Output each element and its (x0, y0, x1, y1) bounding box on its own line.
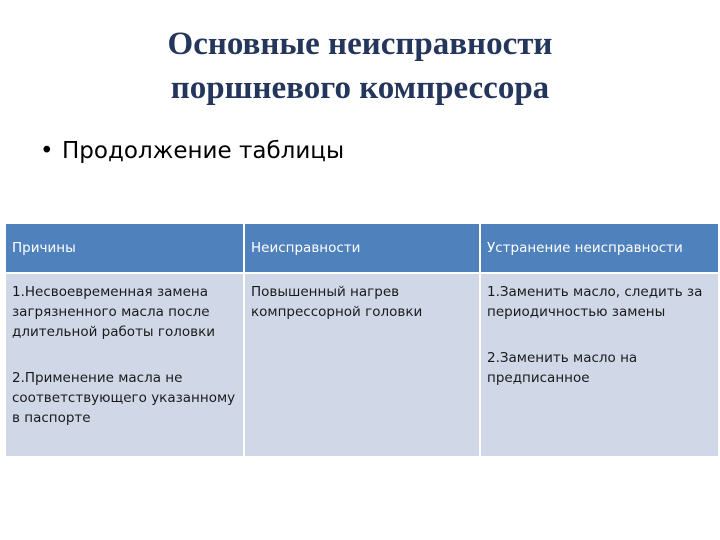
cause-1: 1.Несвоевременная замена загрязненного масла после длительной работы головки (12, 284, 216, 340)
bullet-text: Продолжение таблицы (62, 138, 345, 164)
table-header-row (6, 224, 718, 273)
title-line-2: поршневого компрессора (170, 70, 550, 106)
remedy-2: 2.Заменить масло на предписанное (487, 350, 638, 386)
table (6, 224, 718, 456)
faults-table (6, 224, 718, 456)
header-faults: Неисправности (244, 224, 480, 273)
header-causes: Причины (6, 224, 244, 273)
bullet-item (40, 136, 344, 166)
cell-remedies (480, 273, 718, 456)
table-row (6, 273, 718, 456)
title-line-1: Основные неисправности (167, 26, 553, 62)
header-remedies: Устранение неисправности (480, 224, 718, 273)
page-title (0, 22, 720, 110)
remedy-1: 1.Заменить масло, следить за периодичностью замены (487, 284, 703, 320)
cell-fault (244, 273, 480, 456)
cell-causes (6, 273, 244, 456)
fault-text: Повышенный нагрев компрессорной головки (251, 284, 423, 320)
bullet-icon: • (40, 138, 54, 164)
cause-2: 2.Применение масла не соответствующего указанному в паспорте (12, 370, 236, 426)
